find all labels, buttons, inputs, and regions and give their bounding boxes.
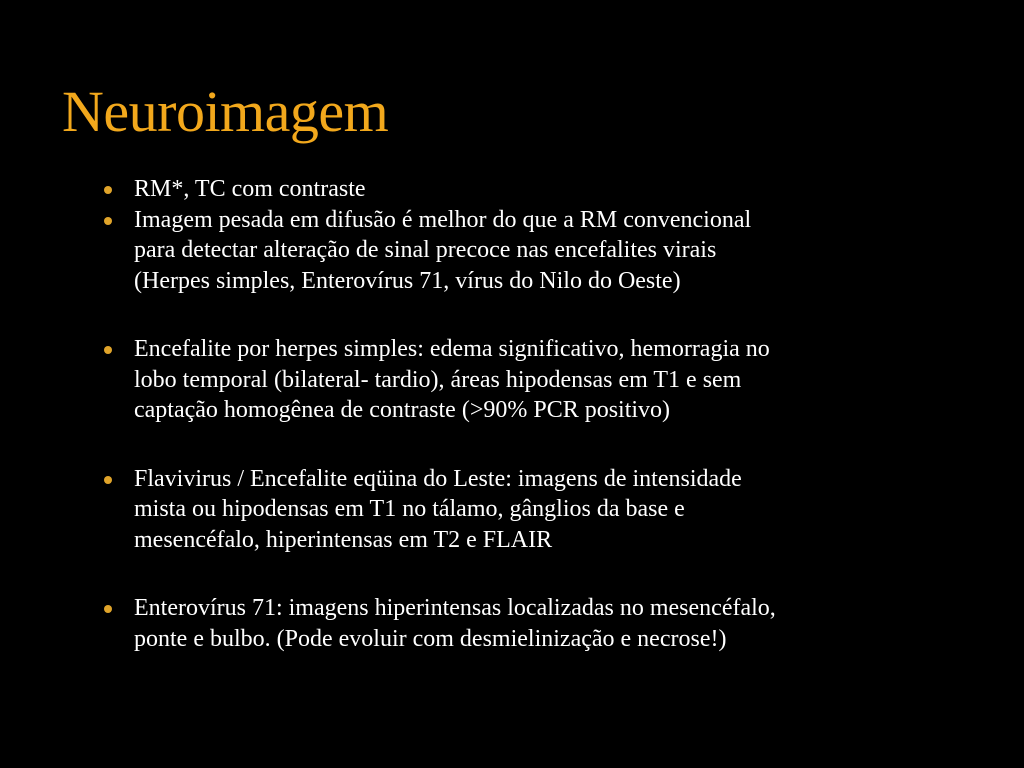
bullet-icon	[104, 476, 112, 484]
bullet-text-line: (Herpes simples, Enterovírus 71, vírus do Nilo do Oeste)	[134, 267, 681, 294]
slide-title: Neuroimagem	[62, 79, 389, 144]
bullet-text-line: para detectar alteração de sinal precoce nas encefalites virais	[134, 237, 717, 263]
bullet-text-line: Encefalite por herpes simples: edema significativo, hemorragia no	[134, 336, 770, 362]
bullet-text-line: mista ou hipodensas em T1 no tálamo, gânglios da base e	[134, 496, 685, 522]
bullet-text-line: Enterovírus 71: imagens hiperintensas localizadas no mesencéfalo,	[134, 595, 776, 621]
bullet-text-line: mesencéfalo, hiperintensas em T2 e FLAIR	[134, 526, 553, 553]
bullet-item	[104, 593, 964, 654]
bullet-item	[104, 205, 964, 297]
bullet-item	[104, 334, 964, 426]
bullet-list	[104, 174, 964, 654]
bullet-text-line: lobo temporal (bilateral- tardio), áreas hipodensas em T1 e sem	[134, 366, 742, 393]
bullet-text-line: captação homogênea de contraste (>90% PCR positivo)	[134, 397, 671, 423]
bullet-text-line: Flavivirus / Encefalite eqüina do Leste: imagens de intensidade	[134, 465, 742, 492]
bullet-icon	[104, 346, 112, 354]
bullet-text-line: ponte e bulbo. (Pode evoluir com desmielinização e necrose!)	[134, 625, 727, 652]
bullet-text-line: Imagem pesada em difusão é melhor do que a RM convencional	[134, 206, 752, 233]
bullet-item	[104, 174, 964, 205]
bullet-item	[104, 464, 964, 556]
bullet-icon	[104, 605, 112, 613]
bullet-icon	[104, 217, 112, 225]
bullet-text-line: RM*, TC com contraste	[134, 176, 366, 202]
bullet-icon	[104, 186, 112, 194]
